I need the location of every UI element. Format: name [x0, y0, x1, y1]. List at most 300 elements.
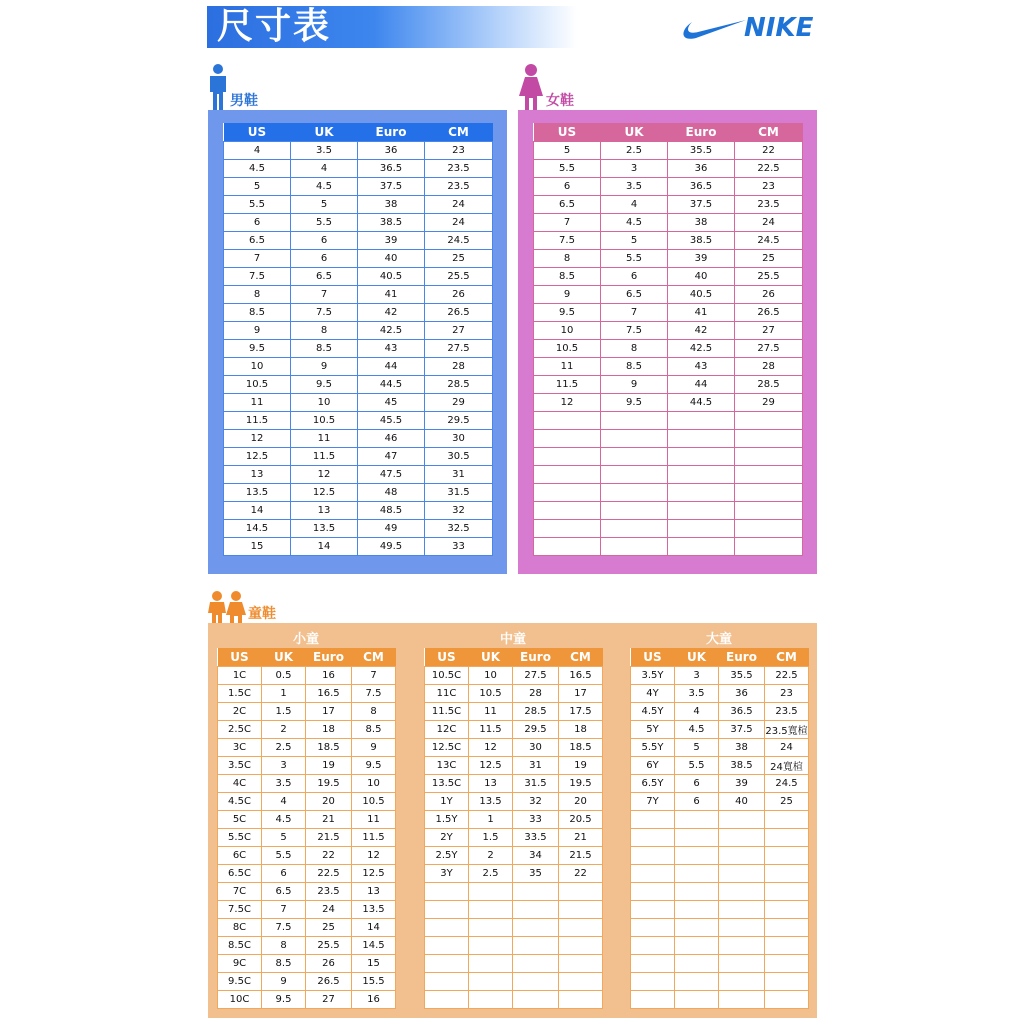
table-row	[224, 429, 493, 447]
table-row	[631, 864, 809, 882]
cell-uk: 5.5	[262, 846, 306, 864]
cell-euro: 32	[513, 792, 559, 810]
cell-euro	[513, 882, 559, 900]
cell-uk: 7	[291, 285, 358, 303]
cell-euro: 43	[358, 339, 425, 357]
cell-euro: 36.5	[668, 177, 735, 195]
cell-us: 12	[224, 429, 291, 447]
cell-uk: 6.5	[262, 882, 306, 900]
cell-cm: 25	[425, 249, 493, 267]
table-row	[631, 846, 809, 864]
cell-cm	[765, 918, 809, 936]
cell-us: 12.5	[224, 447, 291, 465]
table-row	[534, 213, 803, 231]
cell-cm: 9	[352, 738, 396, 756]
cell-uk: 7.5	[291, 303, 358, 321]
cell-uk: 5.5	[291, 213, 358, 231]
cell-us	[425, 900, 469, 918]
cell-uk	[675, 846, 719, 864]
cell-us	[631, 936, 675, 954]
cell-euro	[513, 918, 559, 936]
cell-us: 10	[224, 357, 291, 375]
cell-euro: 35.5	[719, 666, 765, 684]
table-row	[224, 537, 493, 555]
cell-us	[534, 501, 601, 519]
cell-cm: 22.5	[735, 159, 803, 177]
cell-cm	[559, 954, 603, 972]
cell-cm: 27	[735, 321, 803, 339]
col-cm: CM	[765, 648, 809, 666]
table-row	[631, 666, 809, 684]
cell-euro	[513, 900, 559, 918]
cell-us: 5	[534, 141, 601, 159]
cell-euro	[719, 900, 765, 918]
table-row	[631, 792, 809, 810]
cell-uk	[675, 900, 719, 918]
cell-uk: 4	[601, 195, 668, 213]
cell-uk: 5	[291, 195, 358, 213]
cell-us	[425, 918, 469, 936]
table-row	[631, 900, 809, 918]
cell-cm: 17	[559, 684, 603, 702]
cell-cm	[765, 864, 809, 882]
cell-uk: 11	[469, 702, 513, 720]
cell-cm: 8.5	[352, 720, 396, 738]
cell-us	[631, 990, 675, 1008]
col-us: US	[425, 648, 469, 666]
cell-us: 7	[534, 213, 601, 231]
table-row	[224, 483, 493, 501]
cell-uk: 3	[675, 666, 719, 684]
table-row	[425, 990, 603, 1008]
cell-cm: 26.5	[425, 303, 493, 321]
cell-euro	[719, 864, 765, 882]
table-row	[631, 918, 809, 936]
cell-us: 7	[224, 249, 291, 267]
cell-cm: 7	[352, 666, 396, 684]
table-row	[224, 447, 493, 465]
cell-cm: 23.5寬楦	[765, 720, 809, 738]
cell-euro: 35	[513, 864, 559, 882]
cell-uk: 5.5	[675, 756, 719, 774]
cell-cm: 28	[425, 357, 493, 375]
cell-cm: 27.5	[735, 339, 803, 357]
cell-euro: 45.5	[358, 411, 425, 429]
table-row	[218, 882, 396, 900]
cell-euro: 47	[358, 447, 425, 465]
cell-uk: 4.5	[291, 177, 358, 195]
cell-us: 10.5	[534, 339, 601, 357]
cell-us: 6.5	[534, 195, 601, 213]
title-banner	[207, 6, 577, 48]
cell-cm: 12	[352, 846, 396, 864]
table-row	[224, 321, 493, 339]
cell-euro	[668, 483, 735, 501]
cell-euro: 37.5	[719, 720, 765, 738]
cell-cm: 28.5	[425, 375, 493, 393]
cell-cm	[765, 846, 809, 864]
cell-us: 11	[224, 393, 291, 411]
cell-cm: 18.5	[559, 738, 603, 756]
cell-us: 13C	[425, 756, 469, 774]
col-us: US	[534, 123, 601, 141]
cell-cm: 32.5	[425, 519, 493, 537]
cell-us: 15	[224, 537, 291, 555]
women-size-panel	[518, 110, 817, 574]
cell-cm: 29	[425, 393, 493, 411]
cell-uk: 8.5	[601, 357, 668, 375]
cell-us: 4.5Y	[631, 702, 675, 720]
cell-cm	[559, 936, 603, 954]
table-row	[218, 756, 396, 774]
cell-cm: 29	[735, 393, 803, 411]
cell-euro: 31	[513, 756, 559, 774]
cell-euro: 33.5	[513, 828, 559, 846]
cell-uk: 2	[469, 846, 513, 864]
cell-euro: 38.5	[358, 213, 425, 231]
cell-us: 9.5	[534, 303, 601, 321]
cell-cm: 24寬楦	[765, 756, 809, 774]
cell-uk: 13.5	[291, 519, 358, 537]
cell-euro	[513, 972, 559, 990]
cell-uk: 3.5	[675, 684, 719, 702]
cell-us: 6C	[218, 846, 262, 864]
table-row	[425, 756, 603, 774]
table-row	[425, 738, 603, 756]
cell-euro	[668, 429, 735, 447]
table-row	[224, 267, 493, 285]
table-row	[425, 810, 603, 828]
cell-cm: 9.5	[352, 756, 396, 774]
small-kids-table	[217, 648, 396, 1009]
cell-us: 3.5C	[218, 756, 262, 774]
table-row	[425, 846, 603, 864]
cell-cm: 23	[735, 177, 803, 195]
cell-cm	[559, 882, 603, 900]
table-row	[224, 519, 493, 537]
cell-euro: 24	[306, 900, 352, 918]
table-row	[218, 684, 396, 702]
cell-euro: 38	[358, 195, 425, 213]
table-row	[631, 684, 809, 702]
kids-label: 童鞋	[248, 606, 276, 622]
cell-us: 2.5C	[218, 720, 262, 738]
cell-us: 8.5C	[218, 936, 262, 954]
cell-us: 13.5C	[425, 774, 469, 792]
cell-us: 4Y	[631, 684, 675, 702]
cell-us: 1.5C	[218, 684, 262, 702]
cell-euro: 44.5	[668, 393, 735, 411]
cell-euro: 16.5	[306, 684, 352, 702]
table-row	[218, 720, 396, 738]
cell-us: 6Y	[631, 756, 675, 774]
cell-cm: 10	[352, 774, 396, 792]
table-row	[218, 738, 396, 756]
cell-uk	[601, 465, 668, 483]
table-row	[631, 720, 809, 738]
col-uk: UK	[469, 648, 513, 666]
cell-uk: 5	[262, 828, 306, 846]
cell-uk: 8.5	[262, 954, 306, 972]
table-row	[425, 972, 603, 990]
cell-uk: 6.5	[601, 285, 668, 303]
cell-euro: 19	[306, 756, 352, 774]
cell-cm: 11	[352, 810, 396, 828]
cell-euro: 39	[719, 774, 765, 792]
col-euro: Euro	[719, 648, 765, 666]
cell-euro: 44	[668, 375, 735, 393]
cell-cm: 14.5	[352, 936, 396, 954]
cell-us	[534, 519, 601, 537]
table-row	[218, 666, 396, 684]
cell-uk	[469, 936, 513, 954]
cell-cm: 22.5	[765, 666, 809, 684]
cell-us: 11.5	[534, 375, 601, 393]
col-euro: Euro	[358, 123, 425, 141]
table-row	[224, 285, 493, 303]
cell-uk: 4.5	[675, 720, 719, 738]
cell-euro	[719, 846, 765, 864]
cell-us: 1.5Y	[425, 810, 469, 828]
table-row	[534, 375, 803, 393]
cell-euro	[719, 936, 765, 954]
cell-us	[425, 972, 469, 990]
cell-us	[631, 954, 675, 972]
cell-us	[534, 429, 601, 447]
col-uk: UK	[675, 648, 719, 666]
cell-cm: 31.5	[425, 483, 493, 501]
cell-us: 6	[534, 177, 601, 195]
cell-cm: 28.5	[735, 375, 803, 393]
cell-euro: 44.5	[358, 375, 425, 393]
table-row	[631, 702, 809, 720]
cell-euro	[719, 810, 765, 828]
cell-us: 1Y	[425, 792, 469, 810]
table-row	[534, 465, 803, 483]
cell-uk	[675, 864, 719, 882]
cell-uk	[469, 918, 513, 936]
cell-euro: 36.5	[358, 159, 425, 177]
cell-uk: 4.5	[601, 213, 668, 231]
cell-euro: 28.5	[513, 702, 559, 720]
cell-uk: 8	[291, 321, 358, 339]
cell-us: 14	[224, 501, 291, 519]
cell-us: 3.5Y	[631, 666, 675, 684]
table-row	[224, 141, 493, 159]
table-row	[425, 954, 603, 972]
cell-uk: 14	[291, 537, 358, 555]
cell-uk: 4.5	[262, 810, 306, 828]
cell-uk: 13	[469, 774, 513, 792]
cell-cm: 21	[559, 828, 603, 846]
cell-cm	[735, 411, 803, 429]
cell-uk: 2.5	[601, 141, 668, 159]
cell-cm: 31	[425, 465, 493, 483]
col-us: US	[631, 648, 675, 666]
cell-euro: 42	[358, 303, 425, 321]
table-row	[631, 756, 809, 774]
cell-uk: 8.5	[291, 339, 358, 357]
table-row	[218, 900, 396, 918]
cell-uk	[601, 519, 668, 537]
cell-uk	[675, 810, 719, 828]
cell-us	[631, 810, 675, 828]
cell-uk: 12.5	[291, 483, 358, 501]
col-cm: CM	[352, 648, 396, 666]
cell-us: 5.5	[224, 195, 291, 213]
cell-euro: 22.5	[306, 864, 352, 882]
cell-euro: 41	[358, 285, 425, 303]
big-kids-table	[630, 648, 809, 1009]
cell-euro: 38	[668, 213, 735, 231]
cell-cm	[559, 900, 603, 918]
cell-uk: 9	[262, 972, 306, 990]
cell-cm	[765, 936, 809, 954]
cell-cm	[765, 990, 809, 1008]
cell-euro: 39	[668, 249, 735, 267]
cell-euro	[719, 882, 765, 900]
table-row	[534, 357, 803, 375]
cell-uk: 4	[291, 159, 358, 177]
cell-uk: 6	[675, 774, 719, 792]
cell-euro: 16	[306, 666, 352, 684]
cell-cm: 25	[765, 792, 809, 810]
men-size-table	[223, 123, 493, 556]
cell-us	[534, 411, 601, 429]
cell-cm: 24.5	[765, 774, 809, 792]
cell-euro: 40.5	[668, 285, 735, 303]
table-row	[224, 213, 493, 231]
cell-us: 7.5	[534, 231, 601, 249]
table-row	[631, 828, 809, 846]
cell-us: 10.5	[224, 375, 291, 393]
cell-euro: 45	[358, 393, 425, 411]
cell-euro: 40	[358, 249, 425, 267]
cell-uk	[675, 936, 719, 954]
cell-euro: 42.5	[668, 339, 735, 357]
cell-uk: 6.5	[291, 267, 358, 285]
cell-euro	[719, 954, 765, 972]
cell-euro: 36.5	[719, 702, 765, 720]
table-row	[224, 249, 493, 267]
cell-euro: 30	[513, 738, 559, 756]
cell-cm: 15	[352, 954, 396, 972]
table-row	[218, 954, 396, 972]
table-row	[218, 990, 396, 1008]
col-cm: CM	[425, 123, 493, 141]
cell-us	[631, 900, 675, 918]
table-row	[218, 936, 396, 954]
table-row	[534, 411, 803, 429]
cell-uk	[675, 972, 719, 990]
col-cm: CM	[735, 123, 803, 141]
cell-euro	[668, 501, 735, 519]
kids-icon	[208, 591, 246, 623]
col-uk: UK	[262, 648, 306, 666]
cell-us: 8C	[218, 918, 262, 936]
cell-uk: 6	[262, 864, 306, 882]
cell-uk: 12	[291, 465, 358, 483]
cell-euro: 23.5	[306, 882, 352, 900]
cell-euro: 28	[513, 684, 559, 702]
table-row	[218, 810, 396, 828]
cell-cm	[559, 990, 603, 1008]
cell-uk: 8	[262, 936, 306, 954]
cell-euro: 42	[668, 321, 735, 339]
cell-uk	[601, 483, 668, 501]
cell-euro: 40	[719, 792, 765, 810]
table-row	[631, 972, 809, 990]
cell-us: 12	[534, 393, 601, 411]
brand-name: NIKE	[744, 13, 814, 43]
cell-euro: 49.5	[358, 537, 425, 555]
cell-uk: 9	[291, 357, 358, 375]
big-kids-label: 大童	[705, 632, 732, 647]
cell-cm: 23.5	[765, 702, 809, 720]
cell-us	[534, 465, 601, 483]
cell-uk: 9.5	[262, 990, 306, 1008]
cell-euro: 46	[358, 429, 425, 447]
table-row	[224, 357, 493, 375]
cell-us: 6	[224, 213, 291, 231]
cell-euro: 42.5	[358, 321, 425, 339]
cell-us: 3C	[218, 738, 262, 756]
cell-us	[425, 954, 469, 972]
table-row	[218, 702, 396, 720]
cell-cm: 12.5	[352, 864, 396, 882]
cell-us: 4.5C	[218, 792, 262, 810]
women-size-table	[533, 123, 803, 556]
cell-cm	[765, 972, 809, 990]
cell-euro: 33	[513, 810, 559, 828]
cell-cm: 27.5	[425, 339, 493, 357]
table-row	[534, 429, 803, 447]
cell-uk	[601, 501, 668, 519]
table-row	[534, 141, 803, 159]
table-row	[224, 501, 493, 519]
table-row	[534, 285, 803, 303]
cell-uk	[601, 447, 668, 465]
cell-euro	[513, 936, 559, 954]
cell-uk	[601, 429, 668, 447]
cell-uk	[601, 537, 668, 555]
cell-us: 5.5Y	[631, 738, 675, 756]
cell-us: 9	[534, 285, 601, 303]
cell-cm: 22	[735, 141, 803, 159]
cell-cm: 28	[735, 357, 803, 375]
table-row	[224, 177, 493, 195]
cell-cm	[765, 810, 809, 828]
cell-uk: 7	[262, 900, 306, 918]
cell-cm: 29.5	[425, 411, 493, 429]
cell-cm: 16	[352, 990, 396, 1008]
cell-euro: 26.5	[306, 972, 352, 990]
cell-cm	[765, 954, 809, 972]
cell-cm: 17.5	[559, 702, 603, 720]
cell-us: 3Y	[425, 864, 469, 882]
cell-cm: 7.5	[352, 684, 396, 702]
cell-euro: 17	[306, 702, 352, 720]
cell-cm	[765, 828, 809, 846]
table-row	[218, 846, 396, 864]
cell-cm: 24	[735, 213, 803, 231]
table-row	[425, 828, 603, 846]
cell-cm: 24	[765, 738, 809, 756]
cell-cm: 16.5	[559, 666, 603, 684]
cell-cm	[735, 483, 803, 501]
cell-us: 13	[224, 465, 291, 483]
cell-us: 12C	[425, 720, 469, 738]
